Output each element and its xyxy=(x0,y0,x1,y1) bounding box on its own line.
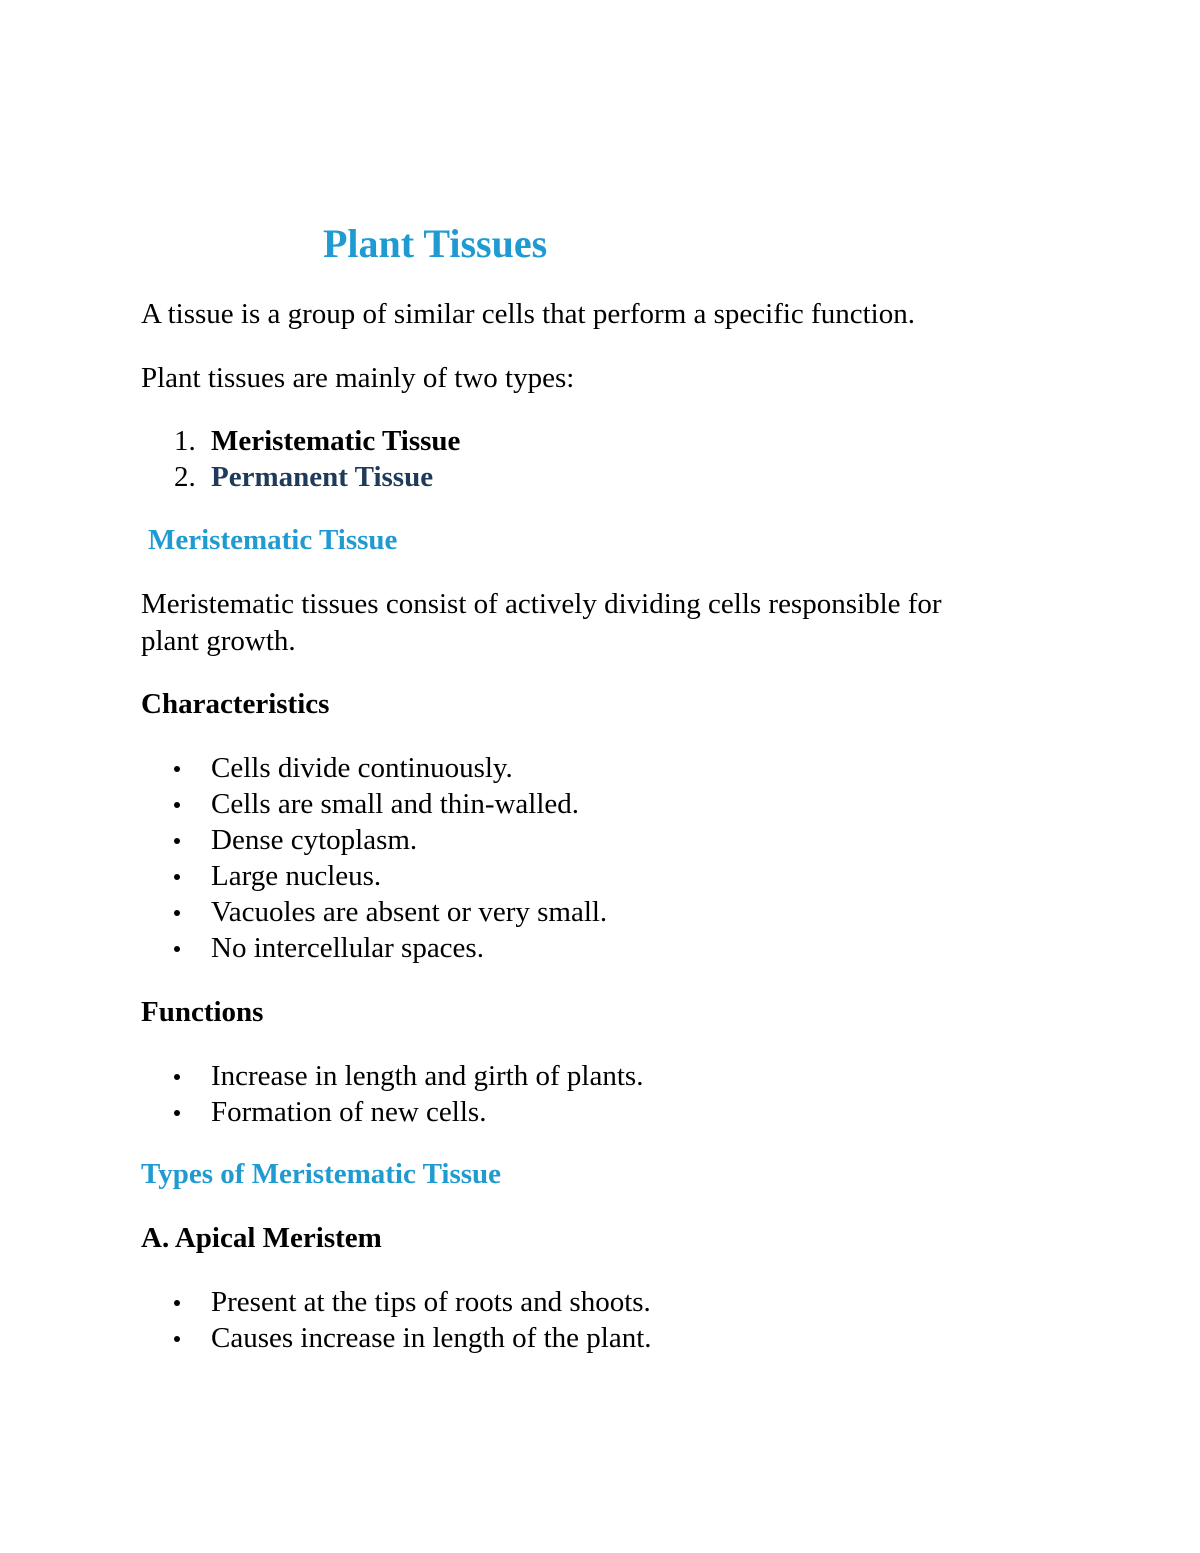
bullet-icon xyxy=(174,1074,180,1080)
bullet-icon xyxy=(174,874,180,880)
page-title: Plant Tissues xyxy=(323,221,548,266)
list-item-text: Increase in length and girth of plants. xyxy=(211,1060,644,1092)
list-item-text: Formation of new cells. xyxy=(211,1096,487,1128)
meristematic-description-line2: plant growth. xyxy=(141,625,296,657)
intro-paragraph: A tissue is a group of similar cells that perform a specific function. xyxy=(141,298,915,330)
list-item-text: Cells divide continuously. xyxy=(211,752,513,784)
bullet-icon xyxy=(174,802,180,808)
types-intro-paragraph: Plant tissues are mainly of two types: xyxy=(141,362,575,394)
functions-heading: Functions xyxy=(141,996,264,1028)
types-of-meristematic-heading: Types of Meristematic Tissue xyxy=(141,1158,502,1190)
tissue-type-meristematic: Meristematic Tissue xyxy=(211,425,461,457)
list-item-text: Causes increase in length of the plant. xyxy=(211,1322,652,1354)
list-item-text: Cells are small and thin-walled. xyxy=(211,788,580,820)
characteristics-heading: Characteristics xyxy=(141,688,330,720)
list-item-text: Dense cytoplasm. xyxy=(211,824,418,856)
list-item-text: Present at the tips of roots and shoots. xyxy=(211,1286,651,1318)
tissue-type-permanent: Permanent Tissue xyxy=(211,461,434,493)
meristematic-description-line1: Meristematic tissues consist of actively dividing cells responsible for xyxy=(141,588,942,620)
list-number: 2. xyxy=(174,461,196,493)
bullet-icon xyxy=(174,910,180,916)
bullet-icon xyxy=(174,1336,180,1342)
meristematic-heading: Meristematic Tissue xyxy=(148,524,398,556)
bullet-icon xyxy=(174,766,180,772)
list-item-text: Vacuoles are absent or very small. xyxy=(211,896,608,928)
list-item-text: No intercellular spaces. xyxy=(211,932,484,964)
bullet-icon xyxy=(174,1110,180,1116)
bullet-icon xyxy=(174,838,180,844)
list-number: 1. xyxy=(174,425,196,457)
list-item-text: Large nucleus. xyxy=(211,860,382,892)
bullet-icon xyxy=(174,946,180,952)
bullet-icon xyxy=(174,1300,180,1306)
apical-meristem-heading: A. Apical Meristem xyxy=(141,1222,382,1254)
